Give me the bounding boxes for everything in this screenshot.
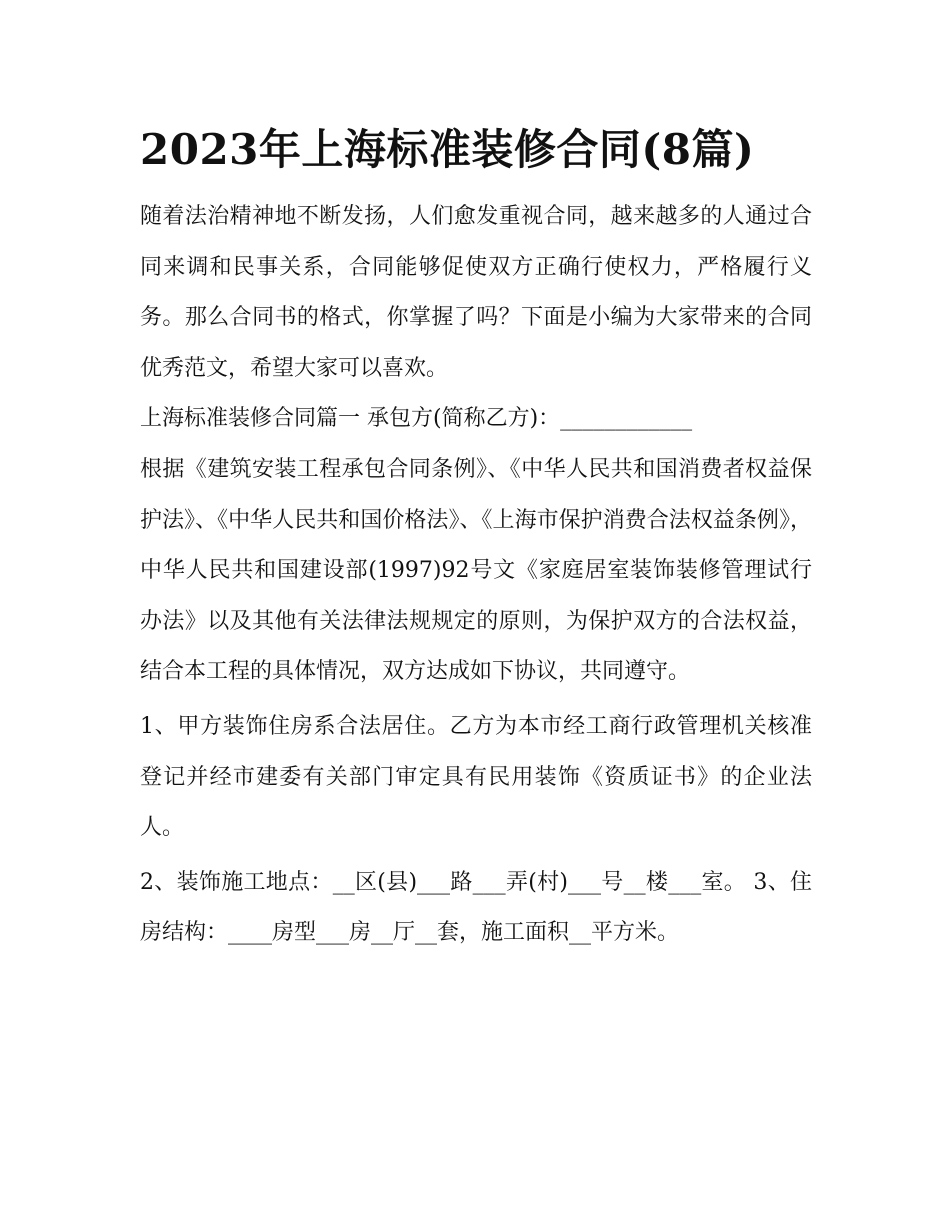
contract-heading-line: 上海标准装修合同篇一 承包方(简称乙方)：____________ [140, 406, 693, 432]
document-title: 2023年上海标准装修合同(8篇) [140, 125, 755, 174]
clause-1-paragraph: 1、甲方装饰住房系合法居住。乙方为本市经工商行政管理机关核准登记并经市建委有关部门审定具有民用装饰《资质证书》的企业法人。 [140, 713, 812, 841]
legal-basis-paragraph: 根据《建筑安装工程承包合同条例》、《中华人民共和国消费者权益保护法》、《中华人民共和国价格法》、《上海市保护消费合法权益条例》，中华人民共和国建设部(1997)92号文《家庭居室装饰装修管理试行办法》以及其他有关法律法规规定的原则，为保护双方的合法权益，结合本工程的具体情况，双方达成如下协议，共同遵守。 [140, 456, 812, 685]
clause-2-3-paragraph: 2、装饰施工地点：__区(县)___路___弄(村)___号__楼___室。 3、住房结构：____房型___房__厅__套，施工面积__平方米。 [140, 869, 812, 946]
intro-paragraph: 随着法治精神地不断发扬，人们愈发重视合同，越来越多的人通过合同来调和民事关系，合同能够促使双方正确行使权力，严格履行义务。那么合同书的格式，你掌握了吗？下面是小编为大家带来的合同优秀范文，希望大家可以喜欢。 [140, 204, 812, 381]
document-page [140, 118, 812, 959]
